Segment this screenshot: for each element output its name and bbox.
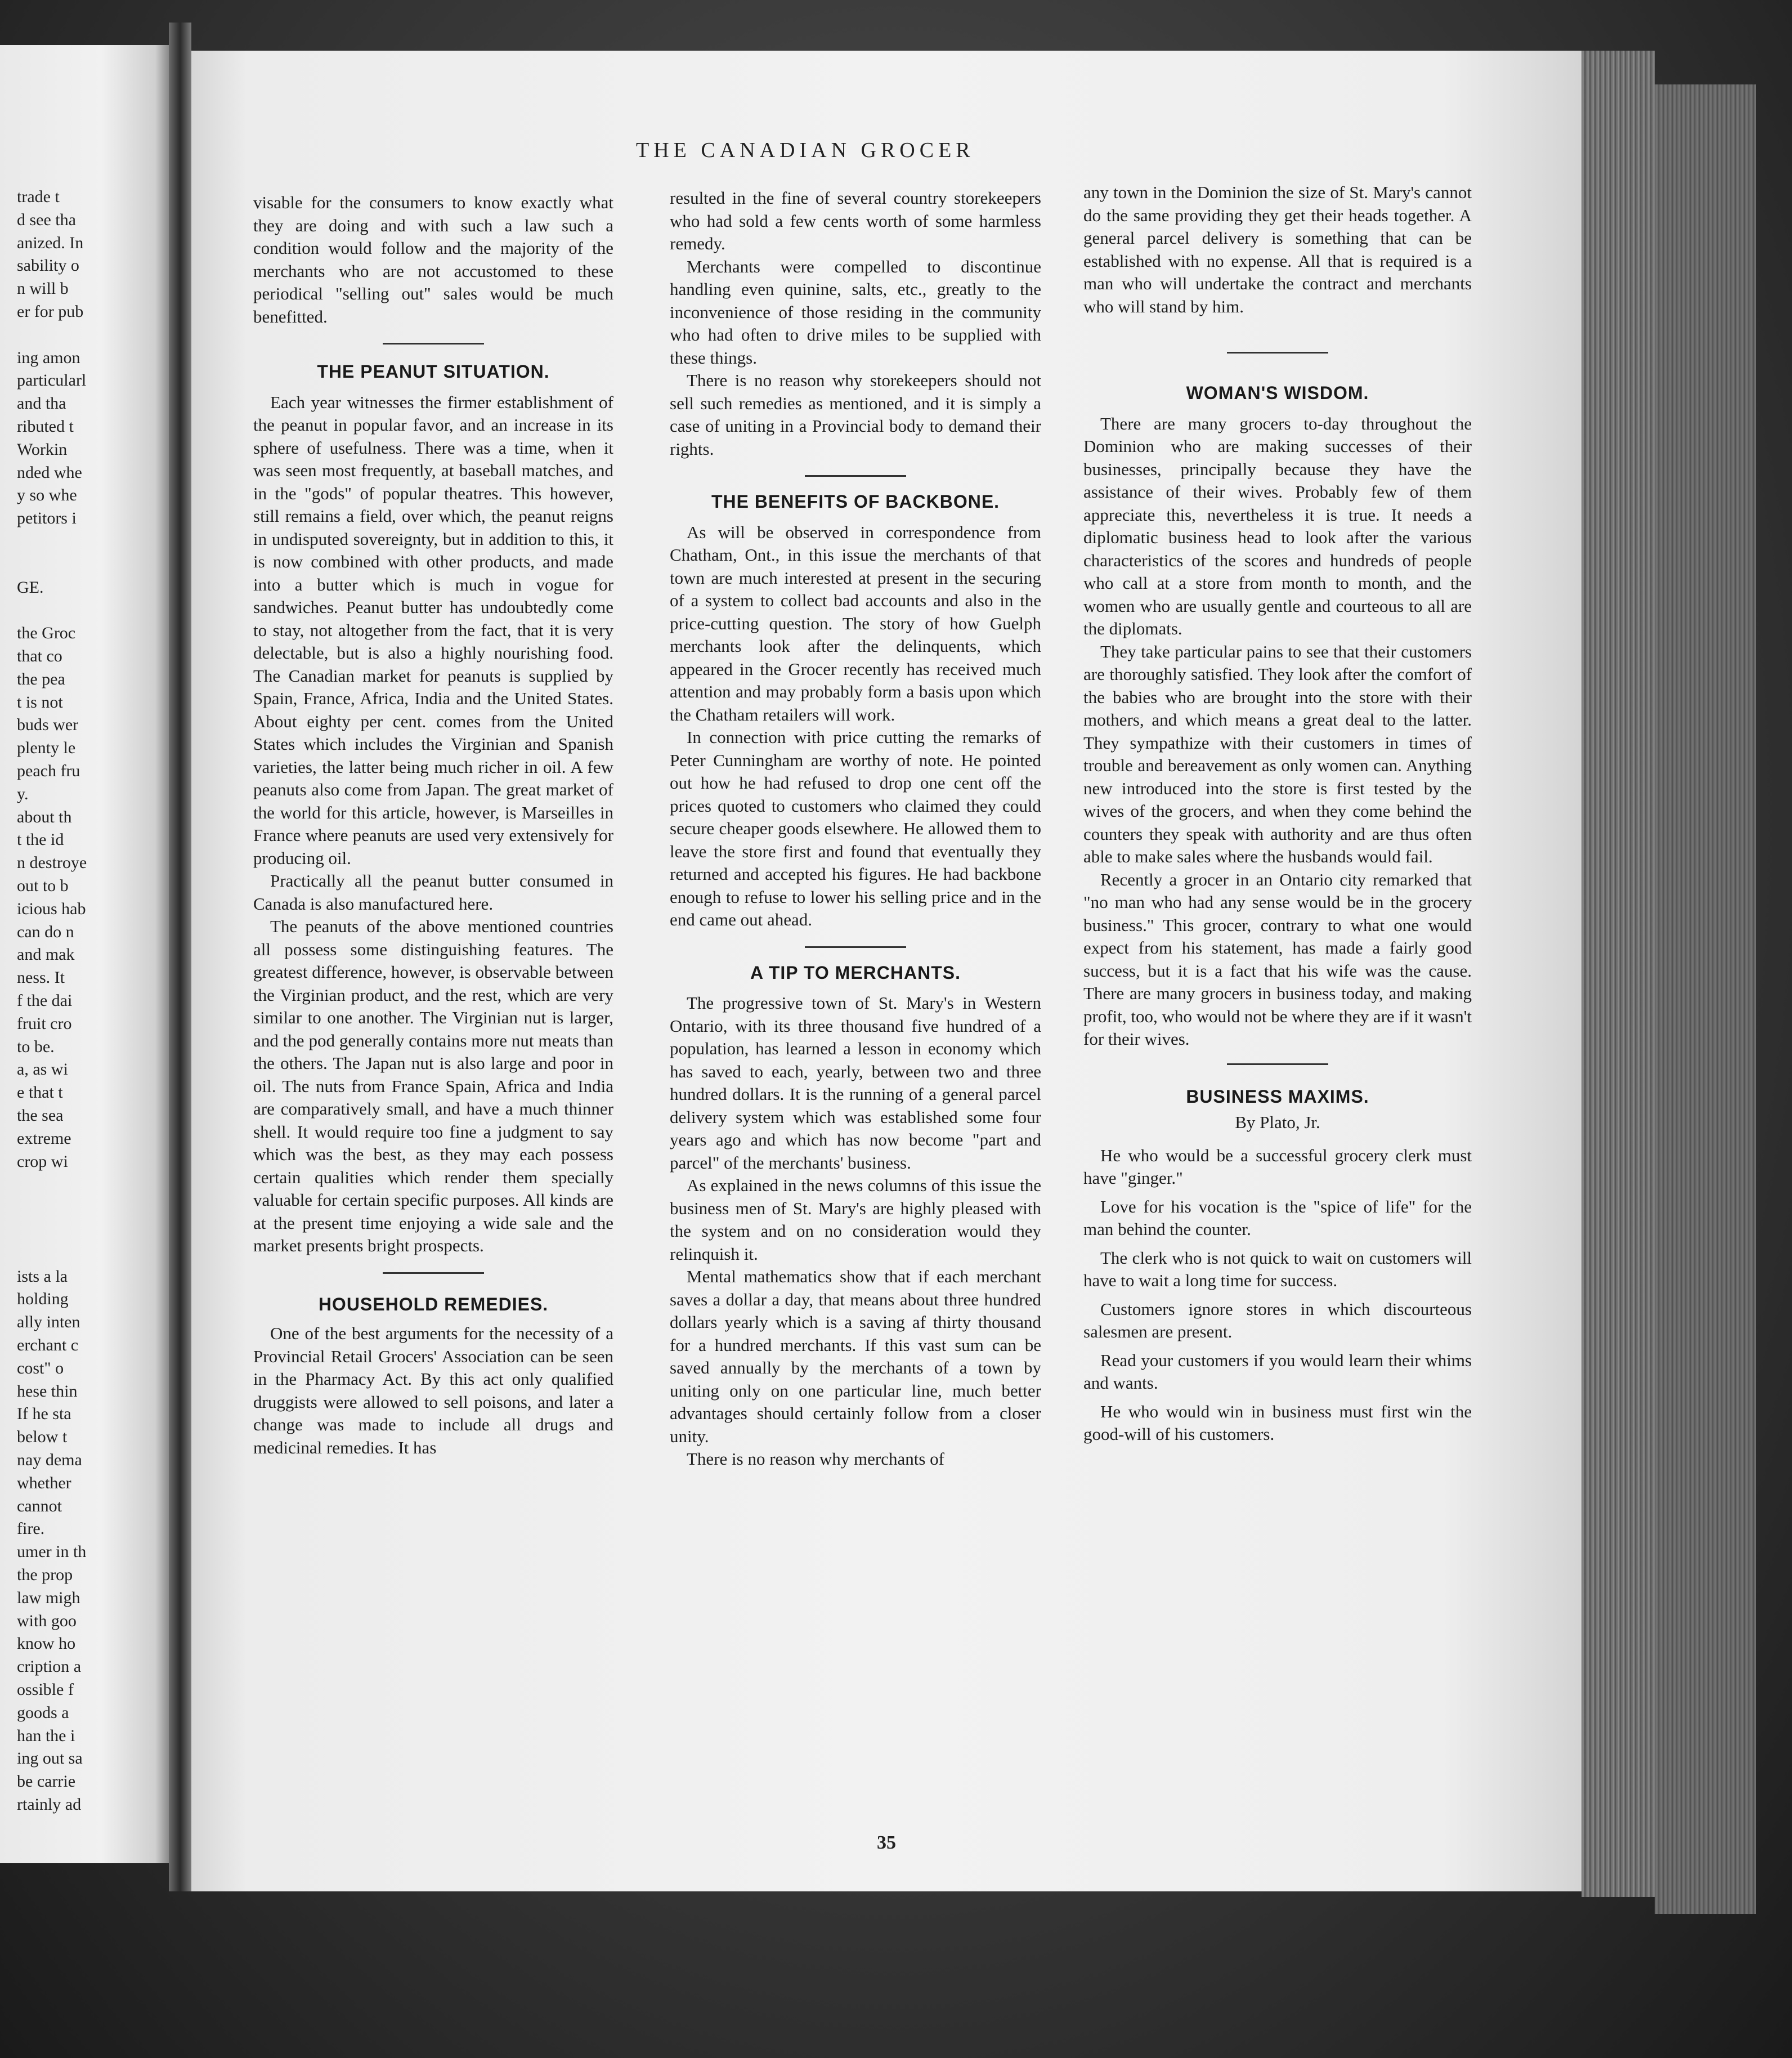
- left-page-line: trade t: [17, 187, 60, 206]
- left-page-line: n will b: [17, 279, 69, 298]
- left-page-line: umer in th: [17, 1542, 87, 1562]
- woman-heading: WOMAN'S WISDOM.: [1186, 383, 1369, 403]
- left-page-line: a, as wi: [17, 1060, 68, 1079]
- left-page-line: the sea: [17, 1106, 64, 1125]
- left-page-line: know ho: [17, 1634, 76, 1653]
- left-page-line: icious hab: [17, 899, 86, 918]
- left-page-line: cannot: [17, 1496, 62, 1515]
- paragraph: One of the best arguments for the necessity of a Provincial Retail Grocers' Association can be seen in the Pharmacy Act. By this act only qualified druggists were allowed to sell poisons, and later a change was made to include all drugs and medicinal remedies. It has: [253, 1323, 613, 1457]
- left-page-line: ing out sa: [17, 1749, 83, 1768]
- maxims-heading: BUSINESS MAXIMS.: [1186, 1086, 1369, 1107]
- left-page-line: to be.: [17, 1037, 55, 1056]
- left-page-line: t the id: [17, 830, 64, 849]
- left-page-line: rtainly ad: [17, 1795, 82, 1814]
- paragraph: The progressive town of St. Mary's in Western Ontario, with its three thousand five hundred of a population, has learned a lesson in economy which has saved to each, yearly, between two and three hundred dollars. It is the running of a general parcel delivery system which was established some four years ago and which has now become "part and parcel" of the merchants' business.: [670, 993, 1041, 1173]
- left-page-line: n destroye: [17, 853, 87, 873]
- left-page-line: ributed t: [17, 417, 74, 436]
- paragraph: There is no reason why merchants of: [687, 1449, 944, 1469]
- paragraph: Merchants were compelled to discontinue handling even quinine, salts, etc., greatly to the inconvenience of those residing in the community who had often to drive miles to be supplied with these things.: [670, 256, 1041, 368]
- left-page-line: t is not: [17, 692, 63, 712]
- paragraph: Each year witnesses the firmer establishment of the peanut in popular favor, and an increase in its sphere of usefulness. There was a time, when it was seen most frequently, at baseball matches, and in the "gods" of popular theatres. This however, still remains a field, over which, the peanut reigns in undisputed sovereignty, but in addition to this, it is now combined with other products, and made into a butter which is much in vogue for sandwiches. Peanut butter has undoubtedly come to stay, not altogether from the fact, that it is very delectable, but is also a highly nourishing food. The Canadian market for peanuts is supplied by Spain, France, Africa, India and the United States. About eighty per cent. comes from the United States which includes the Virginian and Spanish varieties, the latter being much richer in oil. A few peanuts also come from Japan. The great market of the world for this article, however, is Marseilles in France where peanuts are used very extensively for producing oil.: [253, 392, 613, 868]
- paragraph: Mental mathematics show that if each merchant saves a dollar a day, that means about three hundred dollars yearly which is a saving af thirty thousand for a hundred merchants. If this vast sum can be saved annually by the merchants of a town by uniting only on one particular line, much better advantages should certainly follow from a closer unity.: [670, 1267, 1041, 1446]
- left-page-line: be carrie: [17, 1772, 76, 1791]
- left-page-line: cription a: [17, 1657, 82, 1676]
- left-page-line: buds wer: [17, 715, 79, 735]
- maxim: Read your customers if you would learn their whims and wants.: [1083, 1350, 1472, 1393]
- running-head: THE CANADIAN GROCER: [636, 138, 975, 162]
- left-page-line: holding: [17, 1290, 69, 1309]
- page-stack-edge: [1582, 51, 1655, 1897]
- paragraph: Practically all the peanut butter consumed in Canada is also manufactured here.: [253, 871, 613, 914]
- maxim: He who would win in business must first win the good-will of his customers.: [1083, 1401, 1472, 1444]
- left-page-line: law migh: [17, 1588, 80, 1607]
- paragraph: As will be observed in correspondence from Chatham, Ont., in this issue the merchants of that town are much interested at present in the securing of a system to collect bad accounts and also in the price-cutting question. The story of how Guelph merchants look after the delinquents, which appeared in the Grocer recently has received much attention and may probably form a basis upon which the Chatham retailers will work.: [670, 522, 1041, 724]
- backbone-heading: THE BENEFITS OF BACKBONE.: [711, 491, 1000, 512]
- left-page-line: e that t: [17, 1083, 63, 1102]
- paragraph: resulted in the fine of several country storekeepers who had sold a few cents worth of some harmless remedy.: [670, 188, 1041, 253]
- left-page-line: goods a: [17, 1703, 69, 1722]
- left-page-line: y so whe: [17, 486, 77, 505]
- left-page-line: about th: [17, 807, 72, 826]
- left-page-line: out to b: [17, 876, 69, 895]
- left-page-line: ness. It: [17, 968, 65, 987]
- left-page-line: ing amon: [17, 348, 80, 367]
- left-facing-page: [0, 45, 169, 1863]
- paragraph: As explained in the news columns of this issue the business men of St. Mary's are highly pleased with the system and on no consideration would they relinquish it.: [670, 1175, 1041, 1264]
- left-page-line: Workin: [17, 440, 68, 459]
- maxims-byline: By Plato, Jr.: [1235, 1112, 1320, 1132]
- left-page-line: er for pub: [17, 302, 84, 321]
- maxim: Customers ignore stores in which discourteous salesmen are present.: [1083, 1299, 1472, 1341]
- column-3: [1083, 181, 1472, 1446]
- left-page-line: anized. In: [17, 233, 84, 252]
- left-page-line: erchant c: [17, 1336, 79, 1354]
- left-page-line: ossible f: [17, 1680, 74, 1699]
- left-page-line: ally inten: [17, 1313, 80, 1332]
- left-page-line: with goo: [17, 1611, 77, 1630]
- book-gutter: [169, 23, 191, 1891]
- left-page-line: and tha: [17, 394, 66, 413]
- section-rule: [1227, 1063, 1328, 1065]
- left-page-line: If he sta: [17, 1404, 71, 1424]
- maxim: The clerk who is not quick to wait on customers will have to wait a long time for success.: [1083, 1247, 1472, 1290]
- left-page-line: can do n: [17, 922, 74, 941]
- paragraph: Recently a grocer in an Ontario city remarked that "no man who had any sense would be in the grocery business." This grocer, contrary to what one would expect from his statement, has made a fairly good success, but it is a fact that his wife was the cause. There are many grocers in business today, and making profit, too, who would not be where they are if it wasn't for their wives.: [1083, 869, 1472, 1049]
- section-rule: [805, 475, 906, 477]
- left-page-line: fire.: [17, 1519, 45, 1538]
- left-page-line: sability o: [17, 256, 79, 275]
- left-page-line: han the i: [17, 1726, 75, 1745]
- left-page-line: f the dai: [17, 991, 73, 1010]
- paragraph: They take particular pains to see that their customers are thoroughly satisfied. They look after the comfort of the babies who are brought into the store with their mothers, and which means a great deal to the latter. They sympathize with their customers in times of trouble and bereavement as only women can. Anything new introduced into the store is first tested by the wives of the grocers, and when they come behind the counters they speak with authority and are thus often able to make sales where the husbands would fail.: [1083, 641, 1472, 866]
- left-page-line: particularl: [17, 371, 87, 390]
- paragraph: any town in the Dominion the size of St. Mary's cannot do the same providing they get their heads together. A general parcel delivery is something that can be established with no expense. All that is required is a man who will undertake the contract and merchants who will stand by him.: [1083, 182, 1472, 316]
- left-page-line: the Groc: [17, 624, 76, 643]
- section-rule: [383, 1272, 484, 1274]
- household-heading: HOUSEHOLD REMEDIES.: [318, 1294, 549, 1314]
- column-2: [670, 187, 1041, 1471]
- left-page-line: below t: [17, 1428, 68, 1447]
- peanut-heading: THE PEANUT SITUATION.: [317, 361, 550, 382]
- column-1: [253, 191, 613, 1459]
- paragraph: There is no reason why storekeepers should not sell such remedies as mentioned, and it is simply a case of uniting in a Provincial body to demand their rights.: [670, 370, 1041, 459]
- left-page-line: that co: [17, 647, 62, 665]
- left-page-line: the pea: [17, 669, 65, 688]
- column-1-intro: visable for the consumers to know exactly what they are doing and with such a law such a condition would follow and the majority of the merchants who are not accustomed to these periodical "selling out" sales would be much benefitted.: [253, 193, 613, 326]
- paragraph: In connection with price cutting the remarks of Peter Cunningham are worthy of note. He pointed out how he had refused to drop one cent off the prices quoted to customers who claimed they could secure cheaper goods elsewhere. He allowed them to leave the store first and found that eventually they returned and accepted his figures. He had backbone enough to refuse to lower his selling price and in the end came out ahead.: [670, 727, 1041, 929]
- left-page-line: d see tha: [17, 210, 76, 229]
- left-page-line: whether: [17, 1473, 71, 1492]
- left-page-line: extreme: [17, 1129, 71, 1148]
- left-page-line: the prop: [17, 1565, 73, 1584]
- left-page-line: nay dema: [17, 1451, 82, 1469]
- left-page-line: hese thin: [17, 1381, 78, 1401]
- left-page-line: y.: [17, 784, 29, 803]
- paragraph: The peanuts of the above mentioned countries all possess some distinguishing features. The greatest difference, however, is observable between the Virginian product, and the rest, which are very similar to one another. The Virginian nut is larger, and the pod generally contains more nut meats than the others. The Japan nut is also large and poor in oil. The nuts from France Spain, Africa and India are comparatively small, and have a much thinner shell. It would require too fine a judgment to say which was the best, as they may each possess certain qualities which render them specially valuable for certain specific purposes. All kinds are at the present time enjoying a wide sale and the market presents bright prospects.: [253, 916, 613, 1255]
- paragraph: There are many grocers to-day throughout the Dominion who are making successes of their businesses, principally because they have the assistance of their wives. Probably few of them appreciate this, nevertheless it is true. It needs a diplomatic business head to look after the various characteristics of the scores and hundreds of people who call at a store from month to month, and the women who are usually gentle and courteous to all are the diplomats.: [1083, 413, 1472, 638]
- section-rule: [383, 343, 484, 345]
- maxim: He who would be a successful grocery clerk must have "ginger.": [1083, 1145, 1472, 1188]
- left-page-line: nded whe: [17, 463, 82, 482]
- left-page-line: petitors i: [17, 509, 77, 528]
- peanut-body: [253, 391, 613, 1258]
- left-page-line: GE.: [17, 578, 44, 597]
- tip-heading: A TIP TO MERCHANTS.: [750, 962, 961, 983]
- book-cover-edge: [1655, 84, 1756, 1914]
- left-page-line: plenty le: [17, 739, 76, 758]
- page-number: 35: [877, 1832, 896, 1853]
- main-page: [191, 51, 1582, 1891]
- maxim: Love for his vocation is the "spice of life" for the man behind the counter.: [1083, 1196, 1472, 1239]
- section-rule: [1227, 352, 1328, 354]
- left-page-line: fruit cro: [17, 1014, 72, 1033]
- left-page-line: crop wi: [17, 1152, 68, 1171]
- left-page-line: ists a la: [17, 1267, 68, 1286]
- left-page-line: and mak: [17, 945, 75, 964]
- left-page-line: cost" o: [17, 1358, 64, 1377]
- left-page-line: peach fru: [17, 762, 80, 780]
- section-rule: [805, 946, 906, 948]
